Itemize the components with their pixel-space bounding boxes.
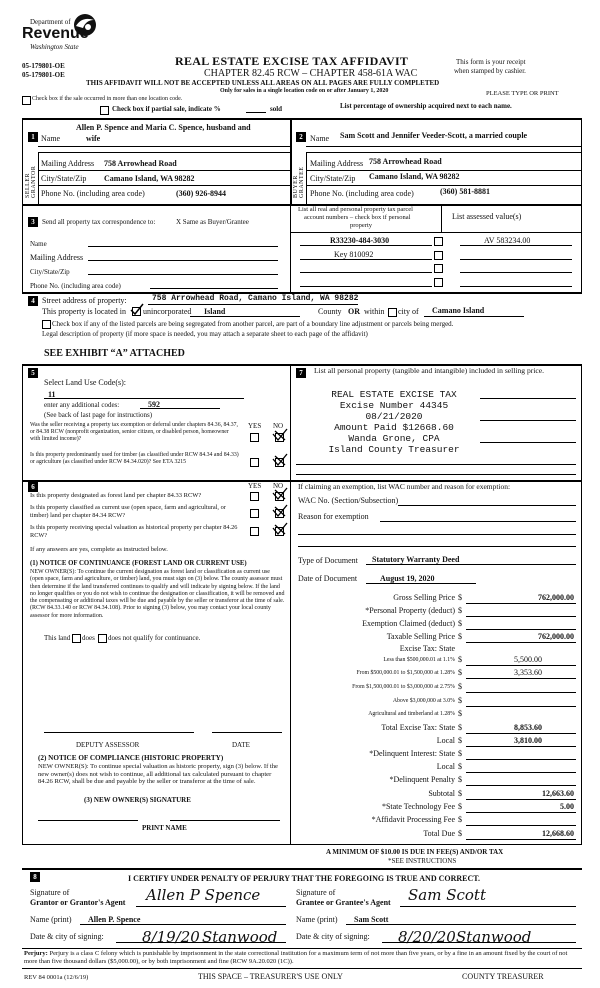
buyer-city: Camano Island, WA 98282 — [369, 172, 460, 181]
local-2-label: Local — [436, 762, 455, 771]
perjury-heading: Perjury: — [24, 950, 48, 957]
local-value: 3,810.00 — [514, 736, 542, 745]
buyer-phone: (360) 581-8881 — [440, 187, 490, 196]
dollar-sign: $ — [458, 668, 462, 677]
buyer-grantee-label: BUYER GRANTEE — [293, 166, 305, 198]
dollar-sign: $ — [458, 682, 462, 691]
checkmark-icon — [272, 487, 288, 501]
delinquent-interest-label: *Delinquent Interest: State — [369, 749, 455, 758]
list-percentage: List percentage of ownership acquired next to each name. — [340, 102, 512, 110]
parcel-header-1: List all real and personal property tax parcel — [298, 206, 413, 213]
buyer-mailing-label: Mailing Address — [310, 159, 364, 168]
section-8-number: 8 — [30, 872, 40, 882]
new-owner-signature-label: (3) NEW OWNER(S) SIGNATURE — [84, 796, 191, 804]
stamp-line-5: Wanda Grone, CPA — [348, 433, 440, 444]
s6-q1-yes[interactable] — [250, 492, 259, 501]
does-not-qualify-checkbox[interactable] — [98, 634, 107, 643]
exhibit-attached: SEE EXHIBIT “A” ATTACHED — [44, 348, 185, 359]
assessed-1: AV 583234.00 — [484, 236, 531, 245]
tech-fee-label: *State Technology Fee — [381, 802, 455, 811]
grantee-sig-of: Signature of — [296, 888, 336, 897]
stamp-line-3: 08/21/2020 — [365, 411, 423, 422]
buyer-mailing-address: 758 Arrowhead Road — [369, 157, 442, 166]
s6-yes-header: YES — [248, 482, 262, 490]
grantor-sig-of: Signature of — [30, 888, 70, 897]
grantee-date: 8/20/20 — [398, 928, 456, 946]
tier1-value: 5,500.00 — [514, 655, 542, 664]
city-value: Camano Island — [432, 306, 485, 315]
dollar-sign: $ — [458, 696, 462, 705]
or-label: OR — [348, 307, 360, 316]
checkmark-icon — [272, 453, 288, 467]
s6-q2-yes[interactable] — [250, 509, 259, 518]
seller-mailing-address: 758 Arrowhead Road — [104, 159, 177, 168]
grantee-agent-label: Grantee or Grantee's Agent — [296, 898, 391, 907]
see-instructions: *SEE INSTRUCTIONS — [388, 857, 457, 865]
county-label: County — [318, 307, 342, 316]
corr-mail-label: Mailing Address — [30, 253, 84, 262]
land-use-label: Select Land Use Code(s): — [44, 378, 126, 387]
send-correspondence-label: Send all property tax correspondence to: — [42, 218, 156, 226]
excise-state-label: Excise Tax: State — [399, 644, 455, 653]
section-2-number: 2 — [296, 132, 306, 142]
delinquent-penalty-label: *Delinquent Penalty — [389, 775, 455, 784]
partial-sale-checkbox[interactable] — [100, 106, 109, 115]
grantee-name-print-label: Name (print) — [296, 915, 338, 924]
perjury-notice — [24, 950, 578, 966]
within-label: within — [364, 307, 385, 316]
notice-1-body: NEW OWNER(S): To continue the current designation as forest land or classification as current use (open space, farm and agriculture, or timber) land, you must sign on (3) below. The county assessor must then determine if the land transferred continues to qualify and will indicate by signing below. If the land no longer qualifies or you do not wish to continue the designation or classification, it will be removed and the compensating or additional taxes will be due and payable by the seller or transferor at the time of sale. (RCW 84.33.140 or RCW 84.34.108). Prior to signing (3) below, you may contact your local county assessor for more information. — [30, 569, 285, 619]
exemption-label: If claiming an exemption, list WAC number and reason for exemption: — [298, 482, 511, 491]
tier2-label: From $500,000.01 to $1,500,000 at 1.28% — [356, 670, 455, 676]
dept-name: Revenue — [22, 25, 89, 42]
dept-line: Department of — [30, 18, 71, 26]
exemption-deduct-label: Exemption Claimed (deduct) — [362, 619, 455, 628]
parcel-header-2: account numbers – check box if personal — [304, 214, 411, 221]
tier4-label: Above $3,000,000 at 3.0% — [392, 698, 455, 704]
perjury-text: Perjury is a class C felony which is punishable by imprisonment in the state correctional institution for a maximum term of not more than five years, or by a fine in an amount fixed by the court of not more than five thousand dollars ($5,000.00), or by both imprisonment and fine (RCW 9A.20.020 (1C)). — [24, 950, 568, 965]
additional-code: 592 — [148, 400, 160, 409]
only-for-line: Only for sales in a single location code on or after January 1, 2020 — [220, 88, 389, 94]
dollar-sign: $ — [458, 606, 462, 615]
sold-label: sold — [270, 105, 283, 113]
affidavit-fee-label: *Affidavit Processing Fee — [371, 815, 455, 824]
total-due-value: 12,668.60 — [542, 829, 574, 838]
dollar-sign: $ — [458, 829, 462, 838]
s5-yes-header: YES — [248, 422, 262, 430]
grantor-agent-label: Grantor or Grantor's Agent — [30, 898, 126, 907]
total-state-label: Total Excise Tax: State — [381, 723, 455, 732]
date-label: DATE — [232, 741, 250, 749]
corr-name-label: Name — [30, 240, 47, 248]
parcel-1: R33230-484-3030 — [330, 236, 390, 245]
county-value: Island — [204, 307, 226, 316]
tier1-label: Less than $500,000.01 at 1.1% — [383, 657, 455, 663]
notice-2-body: NEW OWNER(S): To continue special valuation as historic property, sign (3) below. If the new owner(s) does not wish to continue, all additional tax calculated pursuant to chapter 84.26 RCW, shall be due and payable by the seller or transferor at the time of sale. — [38, 763, 278, 785]
minimum-fee-note: A MINIMUM OF $10.00 IS DUE IN FEE(S) AND/OR TAX — [326, 848, 504, 856]
corr-city-label: City/State/Zip — [30, 268, 70, 276]
grantor-name-print: Allen P. Spence — [88, 915, 141, 924]
total-state-value: 8,853.60 — [514, 723, 542, 732]
receipt-line-1: This form is your receipt — [456, 58, 526, 66]
dollar-sign: $ — [458, 709, 462, 718]
grantee-date-city-label: Date & city of signing: — [296, 932, 370, 941]
print-name-label: PRINT NAME — [142, 824, 187, 832]
multi-location-checkbox[interactable] — [22, 96, 31, 105]
dollar-sign: $ — [458, 762, 462, 771]
section-7-number: 7 — [296, 368, 306, 378]
dept-state: Washington State — [30, 43, 79, 51]
s6-no-header: NO — [273, 482, 284, 490]
doc-type-label: Type of Document — [298, 556, 358, 565]
s6-q3-yes[interactable] — [250, 527, 259, 536]
seller-phone-label: Phone No. (including area code) — [41, 189, 145, 198]
taxable-value: 762,000.00 — [538, 632, 574, 641]
street-address: 758 Arrowhead Road, Camano Island, WA 98282 — [152, 294, 359, 303]
located-label: This property is located in — [42, 307, 126, 316]
personal-property-label: List all personal property (tangible and intangible) included in selling price. — [314, 366, 545, 375]
tier2-value: 3,353.60 — [514, 668, 542, 677]
corr-phone-label: Phone No. (including area code) — [30, 282, 121, 290]
doc-date: August 19, 2020 — [380, 574, 435, 583]
section-6-number: 6 — [28, 482, 38, 492]
parcel-2-personal-checkbox[interactable] — [434, 251, 443, 260]
segregated-label: Check box if any of the listed parcels are being segregated from another parcel, are part of a boundary line adjustment or parcels being merged. — [52, 320, 454, 328]
seller-city: Camano Island, WA 98282 — [104, 174, 195, 183]
does-qualify-checkbox[interactable] — [72, 634, 81, 643]
dollar-sign: $ — [458, 802, 462, 811]
grantee-name-print: Sam Scott — [354, 915, 389, 924]
form-subtitle: CHAPTER 82.45 RCW – CHAPTER 458-61A WAC — [204, 68, 418, 79]
subtotal-label: Subtotal — [428, 789, 455, 798]
segregated-checkbox[interactable] — [42, 320, 51, 329]
grantor-name-print-label: Name (print) — [30, 915, 72, 924]
s5-q1-yes[interactable] — [250, 433, 259, 442]
checkmark-icon — [272, 428, 288, 442]
form-title: REAL ESTATE EXCISE TAX AFFIDAVIT — [175, 54, 409, 68]
warning-line: THIS AFFIDAVIT WILL NOT BE ACCEPTED UNLESS ALL AREAS ON ALL PAGES ARE FULLY COMPLETED — [86, 79, 440, 87]
personal-deduct-label: *Personal Property (deduct) — [365, 606, 455, 615]
additional-codes-label: enter any additional codes: — [44, 401, 120, 409]
seller-name-line-2: wife — [86, 134, 101, 143]
wac-label: WAC No. (Section/Subsection) — [298, 496, 399, 505]
receipt-line-2: when stamped by cashier. — [454, 67, 526, 75]
local-label: Local — [436, 736, 455, 745]
section-3-number: 3 — [28, 217, 38, 227]
section-1-number: 1 — [28, 132, 38, 142]
s5-q2-yes[interactable] — [250, 458, 259, 467]
unincorporated-label: unincorporated — [143, 307, 192, 316]
street-label: Street address of property: — [42, 296, 127, 305]
s6-question-2: Is this property classified as current use (open space, farm and agricultural, or timber) land per chapter 84.34 RCW? — [30, 504, 226, 519]
form-revision: REV 84 0001a (12/6/19) — [24, 974, 89, 981]
dollar-sign: $ — [458, 723, 462, 732]
see-back-label: (See back of last page for instructions) — [44, 411, 153, 419]
dollar-sign: $ — [458, 655, 462, 664]
legal-description-label: Legal description of property (if more space is needed, you may attach a separate sheet to each page of the affidavit) — [42, 330, 368, 338]
dollar-sign: $ — [458, 789, 462, 798]
total-due-label: Total Due — [423, 829, 455, 838]
doc-id-2: 05-179801-OE — [22, 71, 65, 79]
dollar-sign: $ — [458, 619, 462, 628]
multi-location-label: Check box if the sale occurred in more than one location code. — [32, 96, 183, 102]
buyer-phone-label: Phone No. (including area code) — [310, 189, 414, 198]
grantor-signature: Allen P Spence — [146, 886, 261, 904]
s6-question-3: Is this property receiving special valuation as historical property per chapter 84.26 RCW? — [30, 524, 238, 539]
this-land-label: This land — [44, 634, 71, 642]
seller-grantor-label: SELLER GRANTOR — [25, 165, 37, 198]
assessed-header: List assessed value(s) — [452, 212, 522, 221]
parcel-1-personal-checkbox[interactable] — [434, 237, 443, 246]
stamp-line-2: Excise Number 44345 — [339, 400, 449, 411]
seller-name-line-1: Allen P. Spence and Maria C. Spence, husband and — [76, 123, 251, 132]
buyer-city-label: City/State/Zip — [310, 174, 356, 183]
dollar-sign: $ — [458, 815, 462, 824]
doc-date-label: Date of Document — [298, 574, 358, 583]
buyer-name-label: Name — [310, 134, 330, 143]
parcel-4-personal-checkbox[interactable] — [434, 278, 443, 287]
dollar-sign: $ — [458, 749, 462, 758]
dollar-sign: $ — [458, 632, 462, 641]
parcel-2: Key 810092 — [334, 250, 374, 259]
parcel-3-personal-checkbox[interactable] — [434, 264, 443, 273]
grantee-signature: Sam Scott — [408, 886, 486, 904]
grantee-city: Stanwood — [456, 928, 532, 946]
subtotal-value: 12,663.60 — [542, 789, 574, 798]
s6-instructions: If any answers are yes, complete as instructed below. — [30, 546, 168, 553]
stamp-line-4: Amount Paid $12668.60 — [334, 422, 454, 433]
county-treasurer: COUNTY TREASURER — [462, 972, 544, 981]
notice-2-heading: (2) NOTICE OF COMPLIANCE (HISTORIC PROPERTY) — [38, 754, 224, 762]
stamp-line-1: REAL ESTATE EXCISE TAX — [331, 389, 457, 400]
reason-label: Reason for exemption — [298, 512, 369, 521]
city-of-label: city of — [398, 307, 419, 316]
s5-question-1: Was the seller receiving a property tax exemption or deferral under chapters 84.36, 84.37, or 84.38 RCW (nonprofit organization, senior citizen, or disabled person, homeowner with limited income)? — [30, 422, 238, 442]
checkmark-icon — [272, 504, 288, 518]
notice-1-heading: (1) NOTICE OF CONTINUANCE (FOREST LAND OR CURRENT USE) — [30, 560, 247, 567]
dollar-sign: $ — [458, 736, 462, 745]
city-checkbox[interactable] — [388, 308, 397, 317]
grantor-date-city-label: Date & city of signing: — [30, 932, 104, 941]
taxable-label: Taxable Selling Price — [386, 632, 455, 641]
gross-label: Gross Selling Price — [393, 593, 455, 602]
doc-type: Statutory Warranty Deed — [372, 555, 460, 564]
seller-city-label: City/State/Zip — [41, 174, 87, 183]
tier3-label: From $1,500,000.01 to $3,000,000 at 2.75% — [352, 684, 455, 690]
seller-phone: (360) 926-8944 — [176, 189, 226, 198]
dollar-sign: $ — [458, 593, 462, 602]
s5-question-2: Is this property predominantly used for timber (as classified under RCW 84.34 and 84.33) or agriculture (as classified under RCW 84.34.020)? See ETA 3215 — [30, 452, 239, 465]
checkmark-icon — [272, 522, 288, 536]
tech-fee-value: 5.00 — [560, 802, 574, 811]
ag-label: Agricultural and timberland at 1.28% — [368, 711, 455, 717]
doc-id-1: 05-179801-OE — [22, 62, 65, 70]
grantor-date: 8/19/20 — [142, 928, 200, 946]
section-5-number: 5 — [28, 368, 38, 378]
grantor-city: Stanwood — [202, 928, 278, 946]
gross-value: 762,000.00 — [538, 593, 574, 602]
s6-question-1: Is this property designated as forest land per chapter 84.33 RCW? — [30, 492, 202, 499]
same-as-buyer[interactable]: X Same as Buyer/Grantee — [176, 218, 249, 226]
partial-sale-label: Check box if partial sale, indicate % — [112, 105, 221, 113]
checkmark-icon — [130, 303, 144, 316]
s5-no-header: NO — [273, 422, 284, 430]
certify-statement: I CERTIFY UNDER PENALTY OF PERJURY THAT THE FOREGOING IS TRUE AND CORRECT. — [128, 874, 481, 883]
deputy-assessor-label: DEPUTY ASSESSOR — [76, 741, 140, 749]
stamp-line-6: Island County Treasurer — [328, 444, 460, 455]
treasurer-use-only: THIS SPACE – TREASURER'S USE ONLY — [198, 972, 343, 981]
parcel-header-3: property — [350, 222, 373, 229]
section-4-number: 4 — [28, 296, 38, 306]
land-use-code: 11 — [48, 390, 56, 399]
does-not-label: does not qualify for continuance. — [108, 634, 201, 642]
seller-mailing-label: Mailing Address — [41, 159, 95, 168]
does-label: does — [82, 634, 95, 642]
seller-name-label: Name — [41, 134, 61, 143]
buyer-name: Sam Scott and Jennifer Veeder-Scott, a married couple — [340, 131, 528, 140]
dollar-sign: $ — [458, 775, 462, 784]
please-type: PLEASE TYPE OR PRINT — [486, 90, 559, 97]
